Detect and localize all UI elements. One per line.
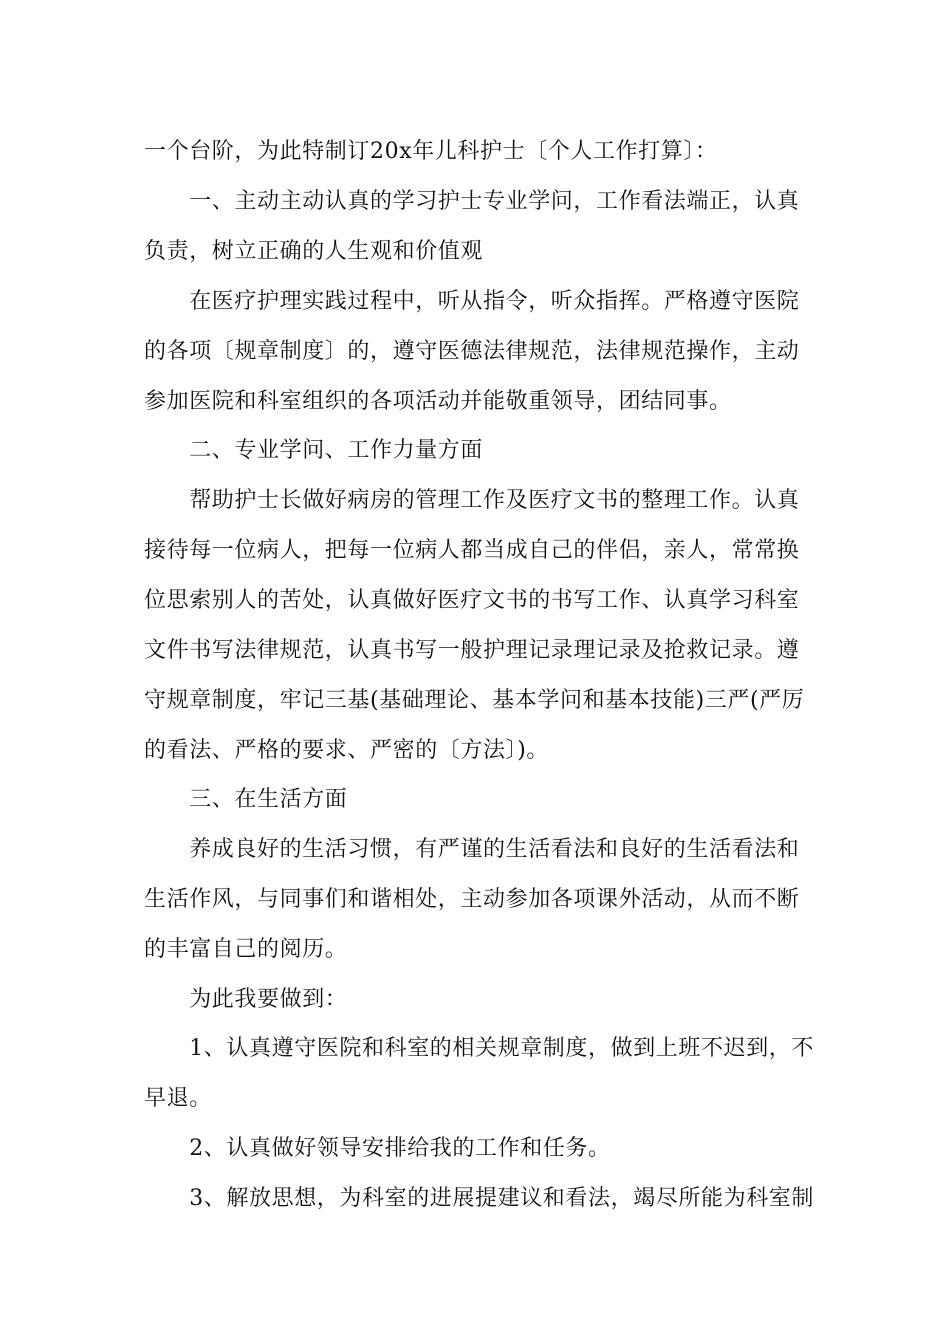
text-line: 早退。	[144, 1086, 212, 1111]
list-item: 1、认真遵守医院和科室的相关规章制度，做到上班不迟到，不	[144, 1036, 814, 1061]
text-line: 接待每一位病人，把每一位病人都当成自己的伴侣，亲人，常常换	[144, 538, 800, 563]
text-line: 生活作风，与同事们和谐相处，主动参加各项课外活动，从而不断	[144, 887, 800, 912]
text-line: 的丰富自己的阅历。	[144, 937, 348, 962]
section-heading: 二、专业学问、工作力量方面	[144, 438, 484, 463]
text-line: 一个台阶，为此特制订20x年儿科护士〔个人工作打算〕：	[144, 139, 718, 164]
text-line: 的各项〔规章制度〕的，遵守医德法律规范，法律规范操作，主动	[144, 339, 800, 364]
text-line: 为此我要做到：	[144, 987, 348, 1012]
text-line: 文件书写法律规范，认真书写一般护理记录理记录及抢救记录。遵	[144, 638, 800, 663]
text-line: 的看法、严格的要求、严密的〔方法〕)。	[144, 738, 549, 763]
text-line: 负责，树立正确的人生观和价值观	[144, 239, 484, 264]
text-line: 位思索别人的苦处，认真做好医疗文书的书写工作、认真学习科室	[144, 588, 800, 613]
text-line: 参加医院和科室组织的各项活动并能敬重领导，团结同事。	[144, 389, 732, 414]
text-line: 守规章制度，牢记三基(基础理论、基本学问和基本技能)三严(严厉	[144, 688, 805, 713]
section-heading: 三、在生活方面	[144, 787, 348, 812]
list-item: 3、解放思想，为科室的进展提建议和看法，竭尽所能为科室制	[144, 1186, 814, 1211]
text-line: 一、主动主动认真的学习护士专业学问，工作看法端正，认真	[144, 189, 800, 214]
text-line: 帮助护士长做好病房的管理工作及医疗文书的整理工作。认真	[144, 488, 800, 513]
text-line: 养成良好的生活习惯，有严谨的生活看法和良好的生活看法和	[144, 837, 800, 862]
list-item: 2、认真做好领导安排给我的工作和任务。	[144, 1136, 611, 1161]
text-line: 在医疗护理实践过程中，听从指令，听众指挥。严格遵守医院	[144, 289, 800, 314]
